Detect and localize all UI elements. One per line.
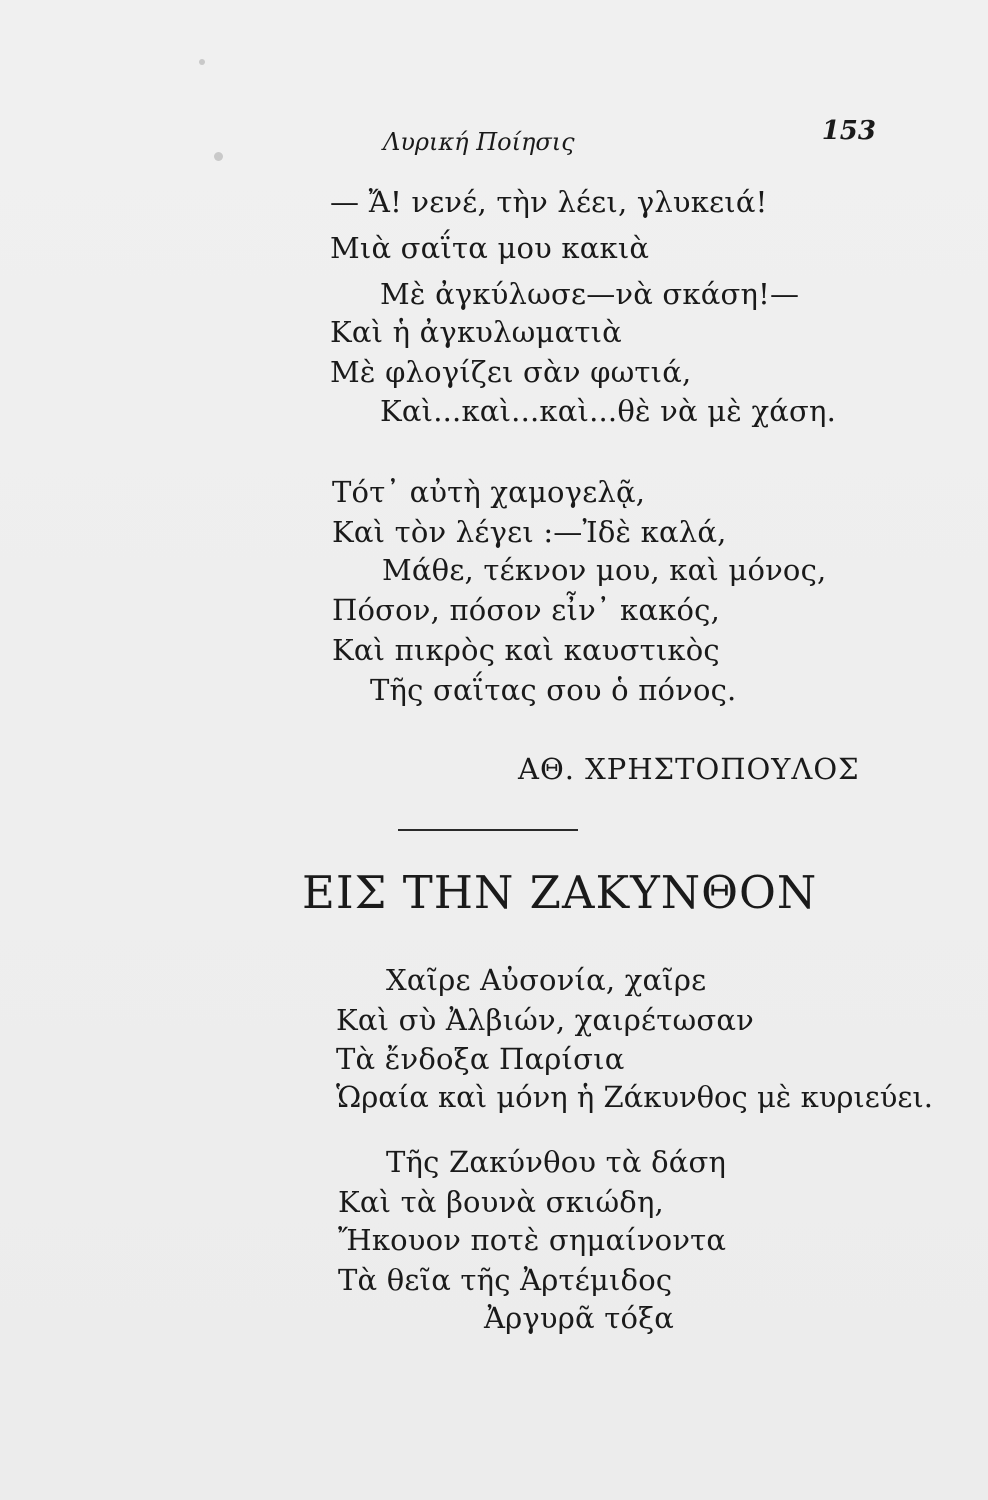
- page-number: 153: [821, 116, 876, 146]
- author-signature: ΑΘ. ΧΡΗΣΤΟΠΟΥΛΟΣ: [518, 752, 860, 786]
- poem-line: Τὰ θεῖα τῆς Ἀρτέμιδος: [338, 1263, 673, 1297]
- running-head: Λυρική Ποίησις: [383, 128, 575, 156]
- poem-line: Ὡραία καὶ μόνη ἡ Ζάκυνθος μὲ κυριεύει.: [336, 1080, 934, 1114]
- poem-line: Καὶ...καὶ...καὶ...θὲ νὰ μὲ χάση.: [380, 394, 836, 428]
- poem-line: Μὲ ἀγκύλωσε—νὰ σκάση!—: [380, 277, 800, 311]
- poem-line: Μὲ φλογίζει σὰν φωτιά,: [330, 355, 692, 389]
- section-divider: [398, 829, 578, 831]
- poem-line: Τῆς σαΐτας σου ὁ πόνος.: [370, 673, 737, 707]
- poem-line: Μάθε, τέκνον μου, καὶ μόνος,: [382, 553, 827, 587]
- poem-line: Ἀργυρᾶ τόξα: [484, 1301, 675, 1335]
- poem-line: Τότ᾽ αὐτὴ χαμογελᾷ,: [332, 475, 646, 509]
- paper-speck: [199, 59, 205, 65]
- poem-line: Χαῖρε Αὐσονία, χαῖρε: [386, 963, 707, 997]
- poem-line: Καὶ σὺ Ἀλβιών, χαιρέτωσαν: [336, 1003, 754, 1037]
- paper-speck: [214, 152, 223, 161]
- poem-line: Καὶ πικρὸς καὶ καυστικὸς: [332, 633, 720, 667]
- poem-line: Ἤκουον ποτὲ σημαίνοντα: [338, 1223, 727, 1257]
- poem-line: Καὶ τὰ βουνὰ σκιώδη,: [338, 1185, 664, 1219]
- poem-title: ΕΙΣ ΤΗΝ ΖΑΚΥΝΘΟΝ: [302, 866, 818, 919]
- poem-line: — Ἄ! νενέ, τὴν λέει, γλυκειά!: [330, 185, 768, 219]
- poem-line: Τῆς Ζακύνθου τὰ δάση: [386, 1145, 727, 1179]
- poem-line: Καὶ ἡ ἀγκυλωματιὰ: [330, 315, 622, 349]
- poem-line: Μιὰ σαΐτα μου κακιὰ: [330, 231, 650, 265]
- poem-line: Πόσον, πόσον εἶν᾽ κακός,: [332, 593, 720, 627]
- poem-line: Τὰ ἔνδοξα Παρίσια: [336, 1042, 625, 1076]
- poem-line: Καὶ τὸν λέγει :—Ἰδὲ καλά,: [332, 515, 727, 549]
